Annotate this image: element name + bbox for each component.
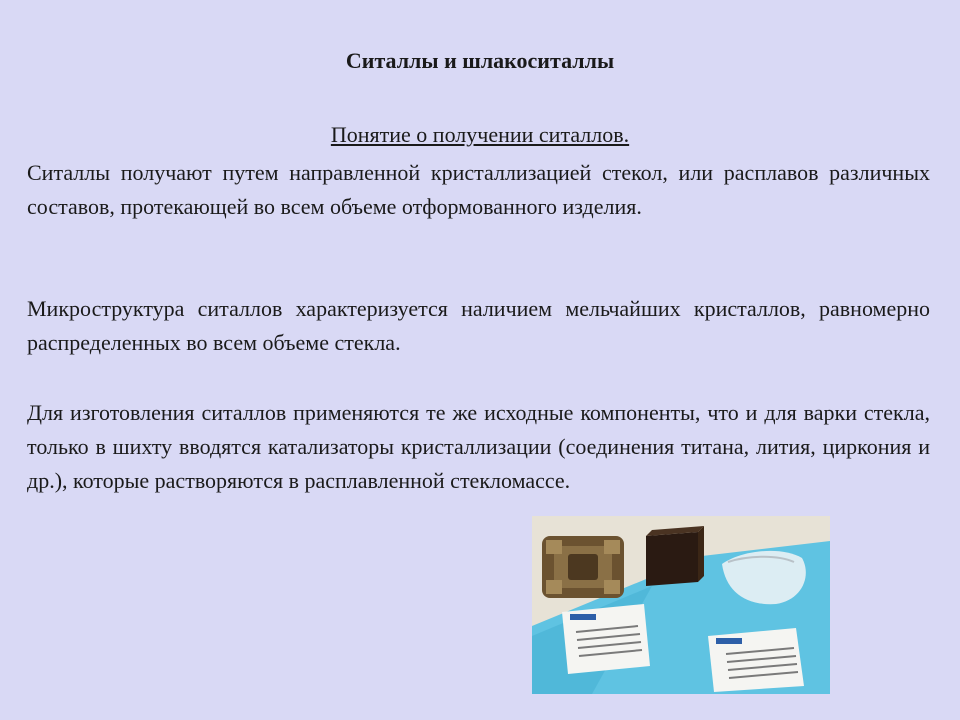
paragraph-definition: Ситаллы получают путем направленной кристаллизацией стекол, или расплавов различных составов, протекающей во всем объеме отформованного изделия. [27, 160, 930, 219]
label-card-right [708, 628, 804, 692]
samples-photo [532, 516, 830, 694]
sample-cube [646, 526, 704, 586]
paragraph-microstructure: Микроструктура ситаллов характеризуется наличием мельчайших кристаллов, равномерно распределенных во всем объеме стекла. [27, 296, 930, 355]
label-card-left [562, 604, 650, 674]
sample-part [542, 536, 624, 598]
slide-title: Ситаллы и шлакоситаллы [345, 48, 615, 73]
slide-subtitle: Понятие о получении ситаллов. [330, 122, 630, 147]
paragraph-production: Для изготовления ситаллов применяются те же исходные компоненты, что и для варки стекла, только в шихту вводятся катализаторы кристаллизации (соединения титана, лития, циркония и др.), которые растворяются в расплавленной стекломассе. [27, 400, 930, 493]
